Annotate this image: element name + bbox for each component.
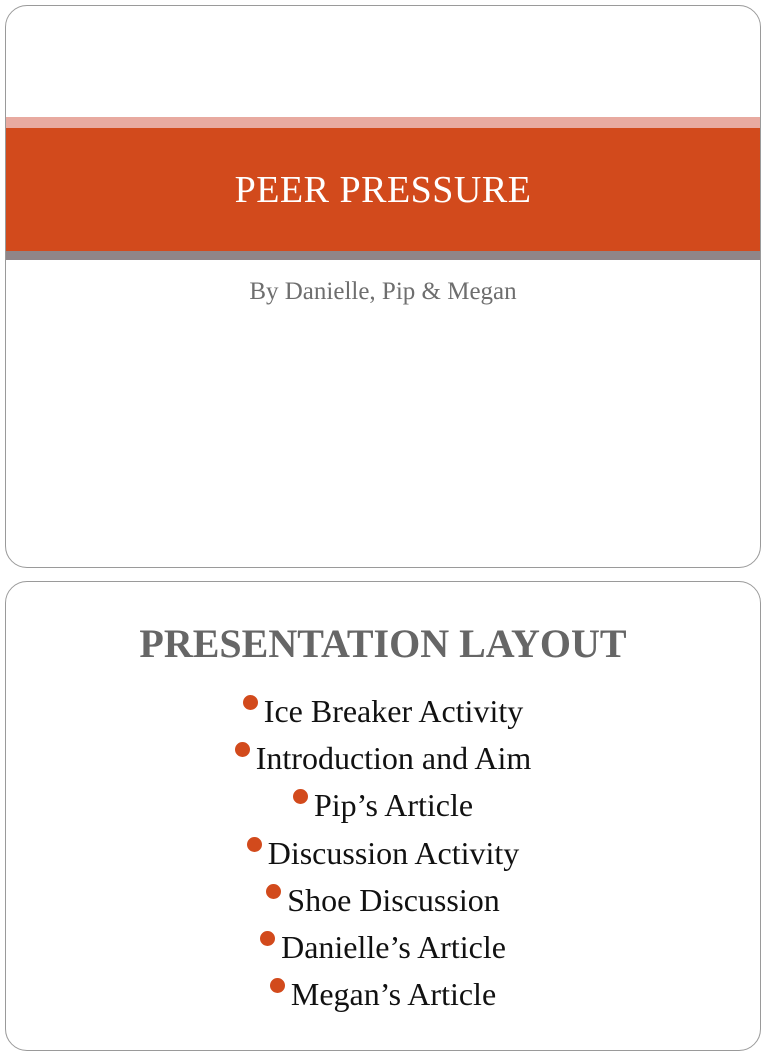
- title-band-bottom-stripe: [6, 251, 760, 260]
- list-item: [6, 688, 760, 735]
- list-item: [6, 735, 760, 782]
- bullet-icon: [243, 695, 258, 710]
- list-item-text: Pip’s Article: [313, 787, 474, 824]
- list-item-text: Danielle’s Article: [281, 929, 506, 966]
- title-band: [6, 128, 760, 251]
- layout-slide: [5, 581, 761, 1051]
- list-item: [6, 924, 760, 971]
- list-item-text: Megan’s Article: [290, 976, 497, 1013]
- title-slide: [5, 5, 761, 568]
- list-item-text: Ice Breaker Activity: [263, 693, 524, 730]
- bullet-icon: [260, 931, 275, 946]
- list-item: [6, 877, 760, 924]
- list-item-text: Introduction and Aim: [255, 740, 532, 777]
- list-item: [6, 830, 760, 877]
- agenda-list: [6, 688, 760, 1018]
- bullet-icon: [235, 742, 250, 757]
- title-band-top-stripe: [6, 117, 760, 128]
- list-item-text: Discussion Activity: [267, 834, 520, 871]
- slide-title: PRESENTATION LAYOUT: [139, 621, 627, 666]
- list-item: [6, 971, 760, 1018]
- slide-subtitle: By Danielle, Pip & Megan: [249, 278, 517, 305]
- bullet-icon: [247, 837, 262, 852]
- list-item: [6, 782, 760, 829]
- bullet-icon: [293, 789, 308, 804]
- bullet-icon: [266, 884, 281, 899]
- list-item-text: Shoe Discussion: [287, 881, 500, 918]
- bullet-icon: [270, 978, 285, 993]
- slide-title: PEER PRESSURE: [234, 168, 532, 211]
